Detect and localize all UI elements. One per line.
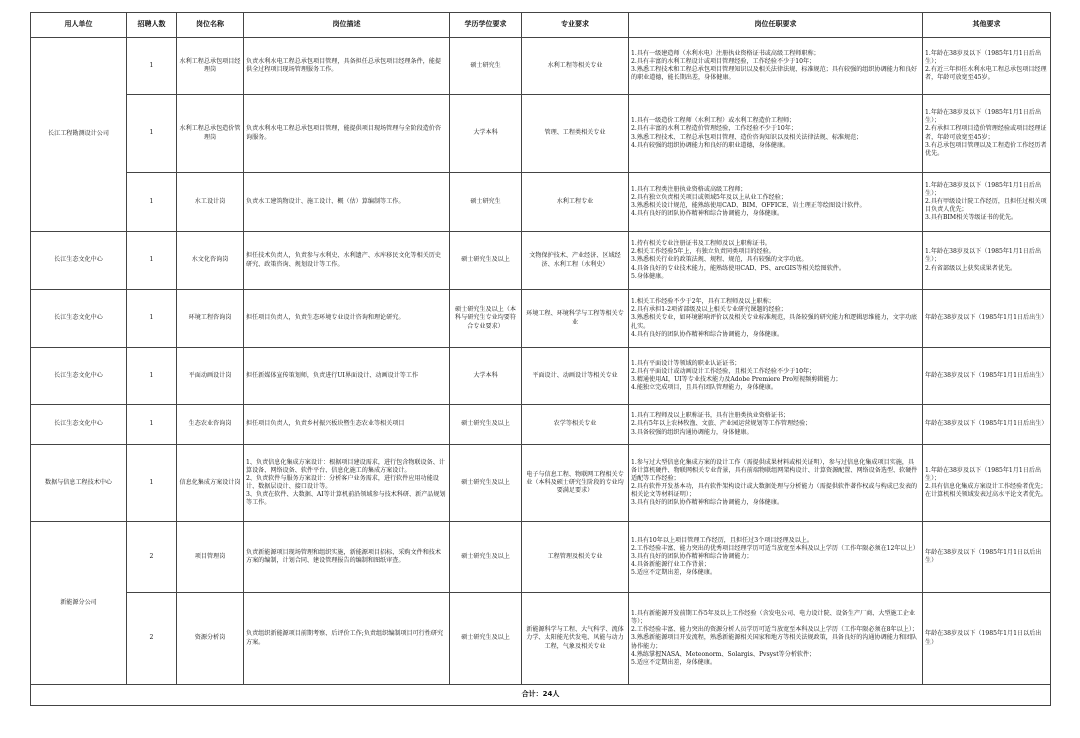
- other-cell: 1.年龄在38岁及以下（1985年1月1日后出生）； 2.有承担工程项目造价管理经验或项目经理证者，年龄可放宽至45岁； 3.有总承包项目管理以及工程造价工作经历者优先。: [923, 95, 1051, 173]
- position-cell: 水工设计岗: [177, 173, 244, 232]
- education-cell: 硕士研究生及以上: [450, 593, 522, 685]
- major-cell: 文物保护技术、产业经济、区域经济、水利工程（水利史）: [522, 232, 629, 290]
- other-cell: 1.年龄在38岁及以下（1985年1月1日后出生）； 2.具有信息化集成方案设计工作经验者优先；在计算机相关领域发表过高水平论文者优先。: [923, 445, 1051, 522]
- major-cell: 工程管理及相关专业: [522, 522, 629, 593]
- major-cell: 农学等相关专业: [522, 405, 629, 445]
- requirements-cell: 1.持有相关专业注册证书及工程师及以上职称证书。 2.相关工作经验5年上，有独立负责同类项目的经验。 3.熟悉相关行业的政策法规、规程、规范，具有较强的文字功底。 4.具备良好的专业技术能力，能熟练使用CAD、PS、arcGIS等相关绘图软件。 5.身体健康。: [629, 232, 923, 290]
- other-cell: 年龄在38岁及以下（1985年1月1日以后出生）: [923, 593, 1051, 685]
- table-row: [31, 95, 1051, 173]
- header-count: 招聘人数: [127, 13, 177, 38]
- requirements-cell: 1.具有一级建造师（水利水电）注册执业资格证书或高级工程师职称； 2.具有丰富的水利工程设计或项目管理经验，工作经验不少于10年； 3.熟悉工程技术和工程总承包项目管理知识以及相关法律法规、标准规范；具有较强的组织协调能力和良好的职业道德，能长期出差，身体健康。: [629, 38, 923, 95]
- other-cell: 年龄在38岁及以下（1985年1月1日后出生）: [923, 405, 1051, 445]
- count-cell: 1: [127, 95, 177, 173]
- description-cell: 负责组织新能源项目前期考察、后评价工作;负责组织编制项目可行性研究方案。: [244, 593, 450, 685]
- header-education: 学历学位要求: [450, 13, 522, 38]
- education-cell: 硕士研究生及以上: [450, 405, 522, 445]
- position-cell: 水文化咨询岗: [177, 232, 244, 290]
- position-cell: 水利工程总承包项目经理岗: [177, 38, 244, 95]
- header-major: 专业要求: [522, 13, 629, 38]
- education-cell: 硕士研究生: [450, 38, 522, 95]
- count-cell: 1: [127, 445, 177, 522]
- other-cell: 年龄在38岁及以下（1985年1月1日后出生）: [923, 290, 1051, 348]
- unit-cell: 长江生态文化中心: [31, 348, 127, 405]
- description-cell: 负责水工建筑物设计、施工设计、概（估）算编制等工作。: [244, 173, 450, 232]
- requirements-cell: 1.相关工作经验不少于2年，具有工程师及以上职称； 2.具有承担1-2项省部级及以上相关专业研究课题的经验； 3.熟悉相关专业，如环境影响评价以及相关专业标准规范，具备较强的研究能力和逻辑思维能力，文字功底扎实。 4.具有良好的团队协作精神和综合协调能力，身体健康。: [629, 290, 923, 348]
- count-cell: 1: [127, 290, 177, 348]
- major-cell: 水利工程专业: [522, 173, 629, 232]
- table-row: [31, 38, 1051, 95]
- description-cell: 负责水利水电工程总承包项目管理，能提供项目现场管理与全阶段造价咨询服务。: [244, 95, 450, 173]
- other-cell: 年龄在38岁及以下（1985年1月1日后出生）: [923, 348, 1051, 405]
- requirements-cell: 1.具有工程类注册执业资格或高级工程师； 2.具有独立负责相关项目或领域5年及以上从业工作经验； 3.熟悉相关设计规范，能熟练使用CAD、BIM、OFFICE、岩土理正等绘图设计软件。 4.具有良好的团队协作精神和综合协调能力，身体健康。: [629, 173, 923, 232]
- header-position: 岗位名称: [177, 13, 244, 38]
- other-cell: 1.年龄在38岁及以下（1985年1月1日后出生）； 2.有近三年担任水利水电工程总承包项目经理者，年龄可放宽至45岁。: [923, 38, 1051, 95]
- table-row: [31, 232, 1051, 290]
- count-cell: 1: [127, 405, 177, 445]
- recruitment-table: [30, 12, 1051, 706]
- education-cell: 硕士研究生及以上: [450, 445, 522, 522]
- position-cell: 平面动画设计岗: [177, 348, 244, 405]
- education-cell: 大学本科: [450, 348, 522, 405]
- education-cell: 硕士研究生: [450, 173, 522, 232]
- requirements-cell: 1.具有10年以上项目管理工作经历，且担任过3个项目经理及以上。 2.工作经验丰富、能力突出的优秀项目经理学历可适当放宽至本科及以上学历（工作年限必须在12年以上） 3.具有良好的团队协作精神和综合协调能力； 4.具备新能源行业工作背景； 5.适应不定期出差，身体健康。: [629, 522, 923, 593]
- major-cell: 平面设计、动画设计等相关专业: [522, 348, 629, 405]
- description-cell: 担任技术负责人，负责参与水利史、水利遗产、水库移民文化等相关历史研究、政策咨询、规划设计等工作。: [244, 232, 450, 290]
- unit-cell: 长江生态文化中心: [31, 290, 127, 348]
- table-row: [31, 173, 1051, 232]
- major-cell: 新能源科学与工程、大气科学、流体力学、太阳能光伏发电、风能与动力工程，气象及相关专业: [522, 593, 629, 685]
- table-row: [31, 593, 1051, 685]
- requirements-cell: 1.具有新能源开发前期工作5年及以上工作经验（含发电公司、电力设计院、设备生产厂商、大型施工企业等）； 2.工作经验丰富、能力突出的资源分析人员学历可适当放宽至本科及以上学历（工作年限必须在8年以上）； 3.熟悉新能源项目开发流程，熟悉新能源相关国家和地方等相关法规政策，具备良好的沟通协调能力和团队协作能力； 4.熟练掌握NASA、Meteonorm、Solargis、Pvsyst等分析软件； 5.适应不定期出差，身体健康。: [629, 593, 923, 685]
- header-row: [31, 13, 1051, 38]
- unit-cell: 长江生态文化中心: [31, 405, 127, 445]
- header-requirements: 岗位任职要求: [629, 13, 923, 38]
- table-row: [31, 405, 1051, 445]
- requirements-cell: 1.具有平面设计等领域的职业认证证书； 2.具有平面设计或动画设计工作经验，且相关工作经验不少于10年； 3.精通使用AI，UI等专业技术能力及Adobe Premiere Pro短视频剪辑能力； 4.能独立完成项目，且具有团队管理能力，身体健康。: [629, 348, 923, 405]
- major-cell: 管理、工程类相关专业: [522, 95, 629, 173]
- unit-cell: 长江工程勘测设计公司: [31, 38, 127, 232]
- header-other: 其他要求: [923, 13, 1051, 38]
- major-cell: 环境工程、环境科学与工程等相关专业: [522, 290, 629, 348]
- position-cell: 生态农业咨询岗: [177, 405, 244, 445]
- other-cell: 1.年龄在38岁及以下（1985年1月1日后出生）； 2.有省部级以上获奖成果者优先。: [923, 232, 1051, 290]
- description-cell: 担任新媒体宣传策划师，负责进行UI界面设计、动画设计等工作: [244, 348, 450, 405]
- education-cell: 硕士研究生及以上（本科与研究生专业均要符合专业要求）: [450, 290, 522, 348]
- requirements-cell: 1.具有一级造价工程师（水利工程）或水利工程造价工程师； 2.具有丰富的水利工程造价管理经验，工作经验不少于10年； 3.熟悉工程技术、工程总承包项目管理、造价咨询知识以及相关法律法规、标准规范； 4.具有较强的组织协调能力和良好的职业道德，身体健康。: [629, 95, 923, 173]
- description-cell: 担任项目负责人，负责生态环境专业设计咨询和理论研究。: [244, 290, 450, 348]
- total-row: [31, 685, 1051, 706]
- other-cell: 年龄在38岁及以下（1985年1月1日以后出生）: [923, 522, 1051, 593]
- recruitment-table-sheet: [30, 12, 1050, 706]
- position-cell: 信息化集成方案设计岗: [177, 445, 244, 522]
- count-cell: 1: [127, 38, 177, 95]
- table-row: [31, 522, 1051, 593]
- major-cell: 电子与信息工程、物联网工程相关专业（本科及硕士研究生阶段的专业均要满足要求）: [522, 445, 629, 522]
- header-description: 岗位描述: [244, 13, 450, 38]
- other-cell: 1.年龄在38岁及以下（1985年1月1日后出生）； 2.具有甲级设计院工作经历，且担任过相关项目负责人优先； 3.具有BIM相关等级证书的优先。: [923, 173, 1051, 232]
- unit-cell: 长江生态文化中心: [31, 232, 127, 290]
- count-cell: 2: [127, 593, 177, 685]
- table-row: [31, 348, 1051, 405]
- education-cell: 大学本科: [450, 95, 522, 173]
- table-row: [31, 445, 1051, 522]
- position-cell: 资源分析岗: [177, 593, 244, 685]
- total-cell: 合计：24人: [31, 685, 1051, 706]
- position-cell: 环境工程咨询岗: [177, 290, 244, 348]
- major-cell: 水利工程等相关专业: [522, 38, 629, 95]
- education-cell: 硕士研究生及以上: [450, 232, 522, 290]
- description-cell: 负责新能源项目现场管理和组织实施，新能源项目招标、采购文件和技术方案的编制，计划合同、建设管理报告的编制和图纸审查。: [244, 522, 450, 593]
- unit-cell: 数据与信息工程技术中心: [31, 445, 127, 522]
- count-cell: 1: [127, 232, 177, 290]
- requirements-cell: 1.具有工程师及以上职称证书，具有注册类执业资格证书； 2.具有5年以上农林牧渔、文旅、产业园运营规划等工作管理经验； 3.具备较强的组织沟通协调能力，身体健康。: [629, 405, 923, 445]
- description-cell: 负责水利水电工程总承包项目管理，具备担任总承包项目经理条件，能提供全过程项目现场管理服务工作。: [244, 38, 450, 95]
- requirements-cell: 1.参与过大型信息化集成方案的设计工作（需提供成果材料或相关证明），参与过信息化集成项目实施，具备计算机硬件、物联网相关专业背景，具有前端物联组网架构设计、计算资源配置、网络设备选型、软硬件适配等工作经验； 2.具有软件开发基本功，具有软件架构设计或大数据处理与分析能力（需提供软件著作权或与构成已发表的相关论文等材料证明）； 3.具有良好的团队协作精神和综合协调能力，身体健康。: [629, 445, 923, 522]
- count-cell: 1: [127, 173, 177, 232]
- description-cell: 1、负责信息化集成方案设计：根据项目建设需求，进行包含物联设备、计算设备、网络设备、软件平台、信息化施工的集成方案设计。 2、负责软件与服务方案设计：分析客户业务需求，进行软件应用功能设计、数据层设计、接口设计等。 3、负责在软件、大数据、AI等计算机前沿领域参与技术科研、新产品规划等工作。: [244, 445, 450, 522]
- position-cell: 水利工程总承包造价管理岗: [177, 95, 244, 173]
- education-cell: 硕士研究生及以上: [450, 522, 522, 593]
- count-cell: 2: [127, 522, 177, 593]
- unit-cell: 新能源分公司: [31, 522, 127, 685]
- header-unit: 用人单位: [31, 13, 127, 38]
- position-cell: 项目管理岗: [177, 522, 244, 593]
- table-row: [31, 290, 1051, 348]
- count-cell: 1: [127, 348, 177, 405]
- description-cell: 担任项目负责人，负责乡村振兴板块暨生态农业等相关项目: [244, 405, 450, 445]
